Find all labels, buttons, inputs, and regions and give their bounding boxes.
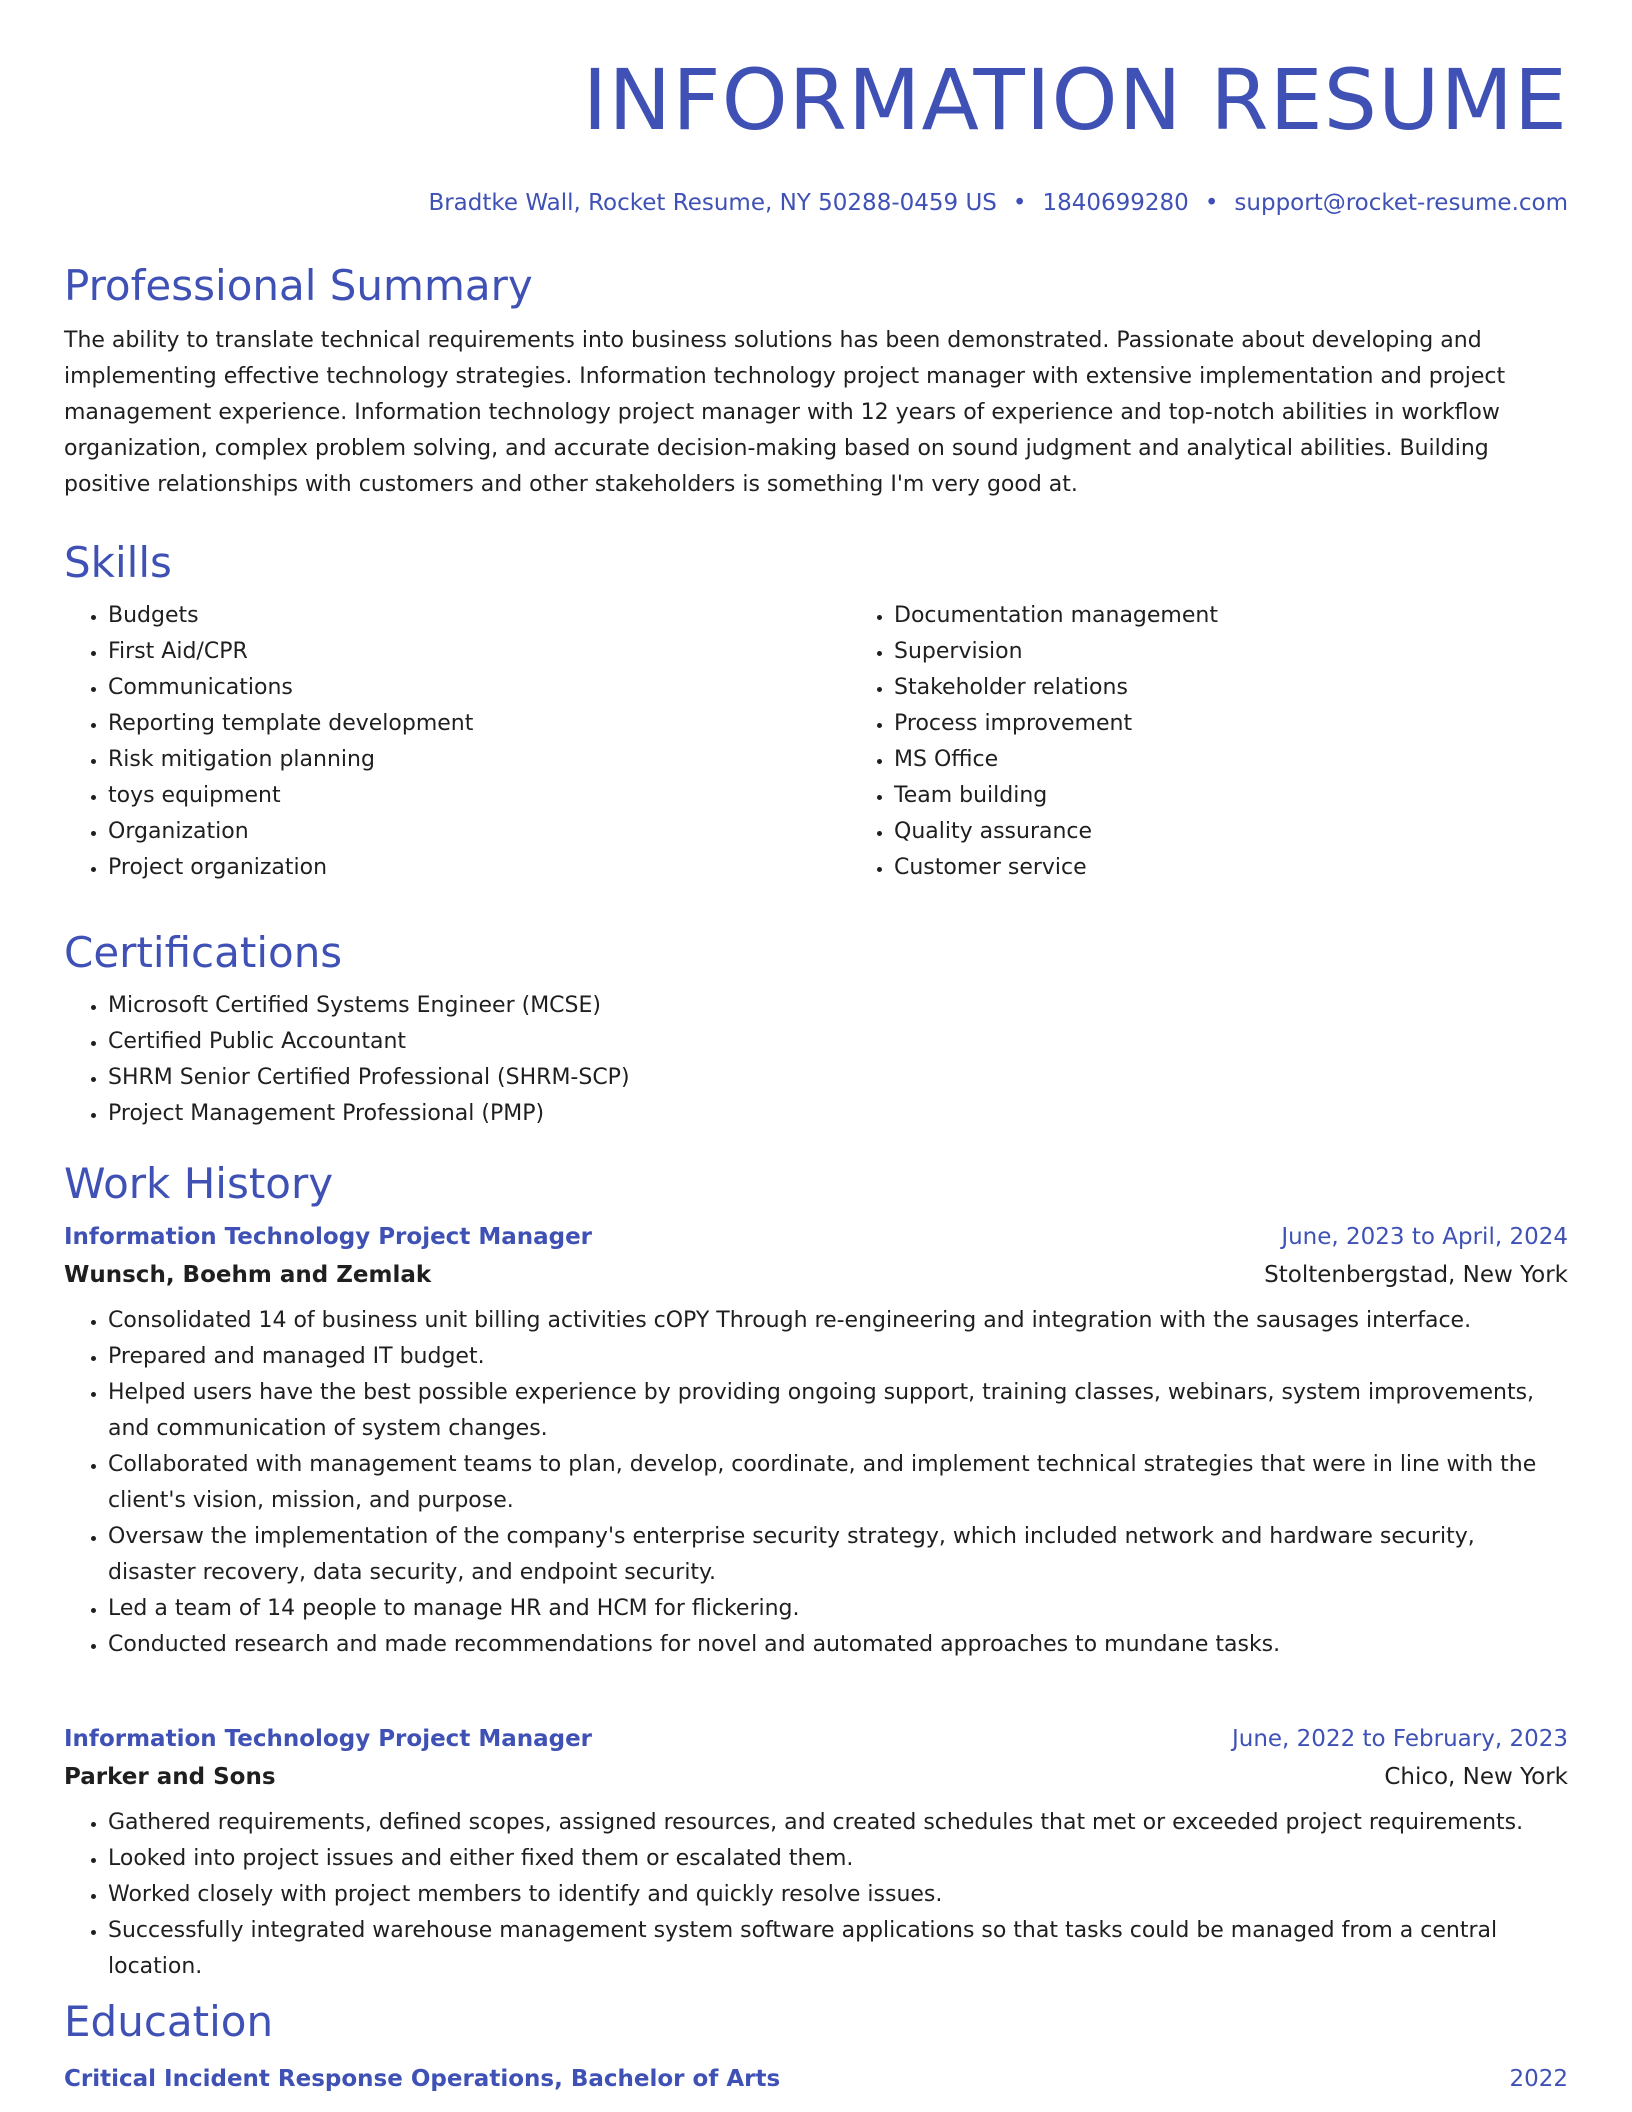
skill-item: • Organization — [108, 814, 850, 850]
certifications-list — [64, 988, 1568, 1132]
education-degree: Critical Incident Response Operations, Bachelor of Arts — [64, 2066, 781, 2092]
job-dates: June, 2022 to February, 2023 — [1231, 1726, 1568, 1752]
contact-email[interactable]: support@rocket-resume.com — [1234, 190, 1568, 216]
skill-item: • Documentation management — [894, 598, 1568, 634]
skill-item: • Project organization — [108, 850, 850, 886]
skill-item: • Customer service — [894, 850, 1568, 886]
job-bullet: • Conducted research and made recommendations for novel and automated approaches to mundane tasks. — [108, 1627, 1568, 1663]
summary-section — [64, 261, 1568, 503]
certifications-section — [64, 928, 1568, 1132]
skills-columns — [64, 598, 1568, 886]
job-bullet: • Oversaw the implementation of the company's enterprise security strategy, which included network and hardware security, disaster recovery, data security, and endpoint security. — [108, 1519, 1568, 1591]
skill-item: • Stakeholder relations — [894, 670, 1568, 706]
skills-section — [64, 538, 1568, 886]
contact-separator: • — [1012, 190, 1027, 216]
job-bullets — [64, 1805, 1568, 1985]
job-dates: June, 2023 to April, 2024 — [1281, 1224, 1568, 1250]
skill-item: • First Aid/CPR — [108, 634, 850, 670]
certifications-heading: Certifications — [64, 928, 343, 977]
job-bullet: • Led a team of 14 people to manage HR and HCM for flickering. — [108, 1591, 1568, 1627]
job-title-row — [64, 1219, 1568, 1255]
job-bullet: • Prepared and managed IT budget. — [108, 1339, 1568, 1375]
education-section — [64, 1997, 1568, 2097]
skill-item: • Process improvement — [894, 706, 1568, 742]
certification-item: • Project Management Professional (PMP) — [108, 1096, 1568, 1132]
work-history-heading: Work History — [64, 1159, 334, 1208]
job-bullets — [64, 1303, 1568, 1663]
certification-item: • Microsoft Certified Systems Engineer (MCSE) — [108, 988, 1568, 1024]
skills-list-left — [64, 598, 850, 886]
skill-item: • toys equipment — [108, 778, 850, 814]
contact-phone: 1840699280 — [1042, 190, 1189, 216]
education-row — [64, 2061, 1568, 2097]
summary-text: The ability to translate technical requirements into business solutions has been demonstrated. Passionate about developing and implementing effective technology strategies. Information technology project manager with extensive implementation and project management experience. Information technology project manager with 12 years of experience and top-notch abilities in workflow organization, complex problem solving, and accurate decision-making based on sound judgment and analytical abilities. Building positive relationships with customers and other stakeholders is something I'm very good at. — [64, 328, 1506, 497]
skill-item: • Reporting template development — [108, 706, 850, 742]
job-entry — [64, 1219, 1568, 1663]
job-title-row — [64, 1721, 1568, 1757]
skill-item: • Quality assurance — [894, 814, 1568, 850]
job-company-row — [64, 1255, 1568, 1295]
job-title: Information Technology Project Manager — [64, 1224, 593, 1250]
job-bullet: • Consolidated 14 of business unit billing activities cOPY Through re-engineering and integration with the sausages interface. — [108, 1303, 1568, 1339]
job-company: Parker and Sons — [64, 1764, 276, 1790]
job-location: Chico, New York — [1384, 1764, 1568, 1790]
skill-item: • Budgets — [108, 598, 850, 634]
job-entry — [64, 1721, 1568, 1985]
work-history-section — [64, 1159, 1568, 1663]
certification-item: • Certified Public Accountant — [108, 1024, 1568, 1060]
skill-item: • MS Office — [894, 742, 1568, 778]
education-year: 2022 — [1509, 2066, 1568, 2092]
skills-heading: Skills — [64, 538, 172, 587]
job-bullet: • Gathered requirements, defined scopes, assigned resources, and created schedules that met or exceeded project requirements. — [108, 1805, 1568, 1841]
job-bullet: • Worked closely with project members to identify and quickly resolve issues. — [108, 1877, 1568, 1913]
summary-heading: Professional Summary — [64, 261, 533, 310]
job-location: Stoltenbergstad, New York — [1264, 1262, 1568, 1288]
contact-separator: • — [1204, 190, 1219, 216]
job-bullet: • Looked into project issues and either fixed them or escalated them. — [108, 1841, 1568, 1877]
certification-item: • SHRM Senior Certified Professional (SHRM-SCP) — [108, 1060, 1568, 1096]
contact-address: Bradtke Wall, Rocket Resume, NY 50288-0459 US — [428, 190, 997, 216]
skill-item: • Team building — [894, 778, 1568, 814]
job-bullet: • Collaborated with management teams to plan, develop, coordinate, and implement technical strategies that were in line with the client's vision, mission, and purpose. — [108, 1447, 1568, 1519]
resume-header — [64, 0, 1568, 218]
contact-line — [64, 188, 1568, 218]
skill-item: • Communications — [108, 670, 850, 706]
resume-title: INFORMATION RESUME — [582, 51, 1568, 149]
job-bullet: • Helped users have the best possible experience by providing ongoing support, training classes, webinars, system improvements, and communication of system changes. — [108, 1375, 1568, 1447]
job-company-row — [64, 1757, 1568, 1797]
education-heading: Education — [64, 1997, 274, 2046]
job-bullet: • Successfully integrated warehouse management system software applications so that tasks could be managed from a central location. — [108, 1913, 1568, 1985]
skill-item: • Risk mitigation planning — [108, 742, 850, 778]
job-title: Information Technology Project Manager — [64, 1726, 593, 1752]
job-company: Wunsch, Boehm and Zemlak — [64, 1262, 432, 1288]
skill-item: • Supervision — [894, 634, 1568, 670]
skills-list-right — [850, 598, 1568, 886]
